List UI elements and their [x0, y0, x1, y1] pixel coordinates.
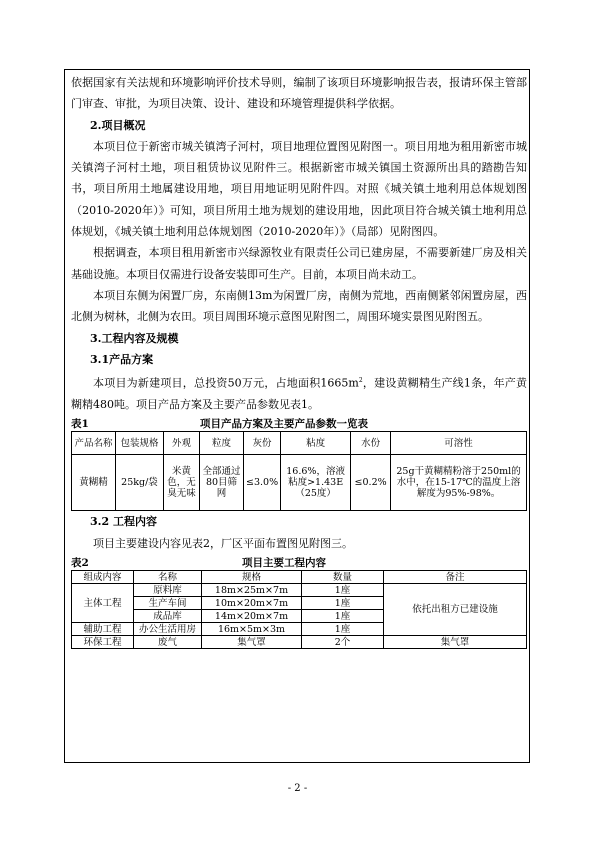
table-cell: 1座 [302, 584, 384, 597]
section-heading-3-1: 3.1产品方案 [90, 352, 154, 366]
table2-caption [71, 556, 527, 570]
table-row [72, 455, 527, 511]
table-header-cell: 规格 [202, 571, 302, 584]
merged-note-cell: 依托出租方已建设施 [384, 584, 527, 636]
survey-paragraph: 根据调查，本项目租用新密市兴绿源牧业有限责任公司已建房屋，不需要新建厂房及相关基础设施。本项目仅需进行设备安装即可生产。目前，本项目尚未动工。 [71, 246, 527, 281]
product-plan-text-b: ，建设黄糊精生产线1条，年产黄糊精480吨。项目产品方案及主要产品参数见表1。 [71, 376, 528, 412]
construction-paragraph: 项目主要建设内容见表2，厂区平面布置图见附图三。 [93, 536, 353, 550]
table-header-cell: 备注 [384, 571, 527, 584]
table-row [72, 584, 527, 597]
product-plan-text-a: 本项目为新建项目，总投资50万元，占地面积1665m [93, 376, 359, 390]
page-number: - 2 - [287, 783, 308, 794]
table-cell: 集气罩 [384, 636, 527, 649]
table-header-row [72, 432, 527, 455]
table1-caption [71, 417, 527, 431]
table-cell: 1座 [302, 623, 384, 636]
table-cell: 生产车间 [134, 597, 202, 610]
table-cell: 废气 [134, 636, 202, 649]
table-header-cell: 外观 [164, 432, 200, 455]
table-cell: 16m×5m×3m [202, 623, 302, 636]
surroundings-paragraph: 本项目东侧为闲置厂房，东南侧13m为闲置厂房，南侧为荒地，西南侧紧邻闲置房屋，西北侧为树林，北侧为农田。项目周围环境示意图见附图二，周围环境实景图见附图五。 [71, 288, 527, 324]
table-header-cell: 名称 [134, 571, 202, 584]
intro-paragraph: 依据国家有关法规和环境影响评价技术导则，编制了该项目环境影响报告表，报请环保主管部门审查、审批，为项目决策、设计、建设和环境管理提供科学依据。 [71, 76, 527, 111]
table-header-cell: 包装规格 [116, 432, 164, 455]
table-cell: 黄糊精 [72, 455, 116, 511]
table-header-cell: 水份 [351, 432, 391, 455]
table-header-cell: 数量 [302, 571, 384, 584]
table-cell: 14m×20m×7m [202, 610, 302, 623]
table-cell: 10m×20m×7m [202, 597, 302, 610]
table-cell: 集气罩 [202, 636, 302, 649]
table-cell: ≤0.2% [351, 455, 391, 511]
table-header-cell: 灰份 [244, 432, 281, 455]
table-cell: 2个 [302, 636, 384, 649]
product-parameters-table [71, 431, 527, 511]
table-header-cell: 粘度 [281, 432, 351, 455]
table-cell: 办公生活用房 [134, 623, 202, 636]
document-body [71, 72, 527, 649]
group-aux-cell: 辅助工程 [72, 623, 134, 636]
table-cell: 米黄色，无臭无味 [164, 455, 200, 511]
table-cell: 原料库 [134, 584, 202, 597]
engineering-content-table [71, 570, 527, 649]
section-heading-3: 3.工程内容及规模 [90, 331, 179, 345]
table-row [72, 636, 527, 649]
table-cell: ≤3.0% [244, 455, 281, 511]
section-heading-3-2: 3.2 工程内容 [90, 515, 157, 529]
table-cell: 全部通过80目筛网 [200, 455, 244, 511]
table-cell: 成品库 [134, 610, 202, 623]
table-cell: 25g干黄糊精粉溶于250ml的水中，在15-17℃的温度上溶解度为95%-98%。 [391, 455, 527, 511]
table-cell: 16.6%，溶液粘度>1.43E（25度） [281, 455, 351, 511]
location-paragraph: 本项目位于新密市城关镇湾子河村，项目地理位置图见附图一。项目用地为租用新密市城关镇湾子河村土地，项目租赁协议见附件三。根据新密市城关镇国土资源所出具的踏勘告知书，项目所用土地属建设用地，项目用地证明见附件四。对照《城关镇土地利用总体规划图（2010-2020年）》可知，项目所用土地为规划的建设用地，因此项目符合城关镇土地利用总体规划，《城关镇土地利用总体规划图（2010-2020年）》（局部）见附图四。 [71, 139, 527, 239]
table-cell: 1座 [302, 610, 384, 623]
table1-title: 项目产品方案及主要产品参数一览表 [200, 418, 368, 431]
table-header-cell: 粒度 [200, 432, 244, 455]
table-cell: 25kg/袋 [116, 455, 164, 511]
group-env-cell: 环保工程 [72, 636, 134, 649]
table-header-cell: 可溶性 [391, 432, 527, 455]
table1-number: 表1 [71, 418, 89, 431]
table-cell: 18m×25m×7m [202, 584, 302, 597]
area-unit-superscript: 2 [358, 377, 363, 385]
table-header-cell: 组成内容 [72, 571, 134, 584]
group-main-cell: 主体工程 [72, 584, 134, 623]
table2-title: 项目主要工程内容 [242, 557, 326, 569]
table-header-row [72, 571, 527, 584]
table2-number: 表2 [71, 557, 89, 569]
section-heading-2: 2.项目概况 [90, 118, 146, 132]
product-plan-paragraph [71, 370, 527, 415]
table-cell: 1座 [302, 597, 384, 610]
table-header-cell: 产品名称 [72, 432, 116, 455]
